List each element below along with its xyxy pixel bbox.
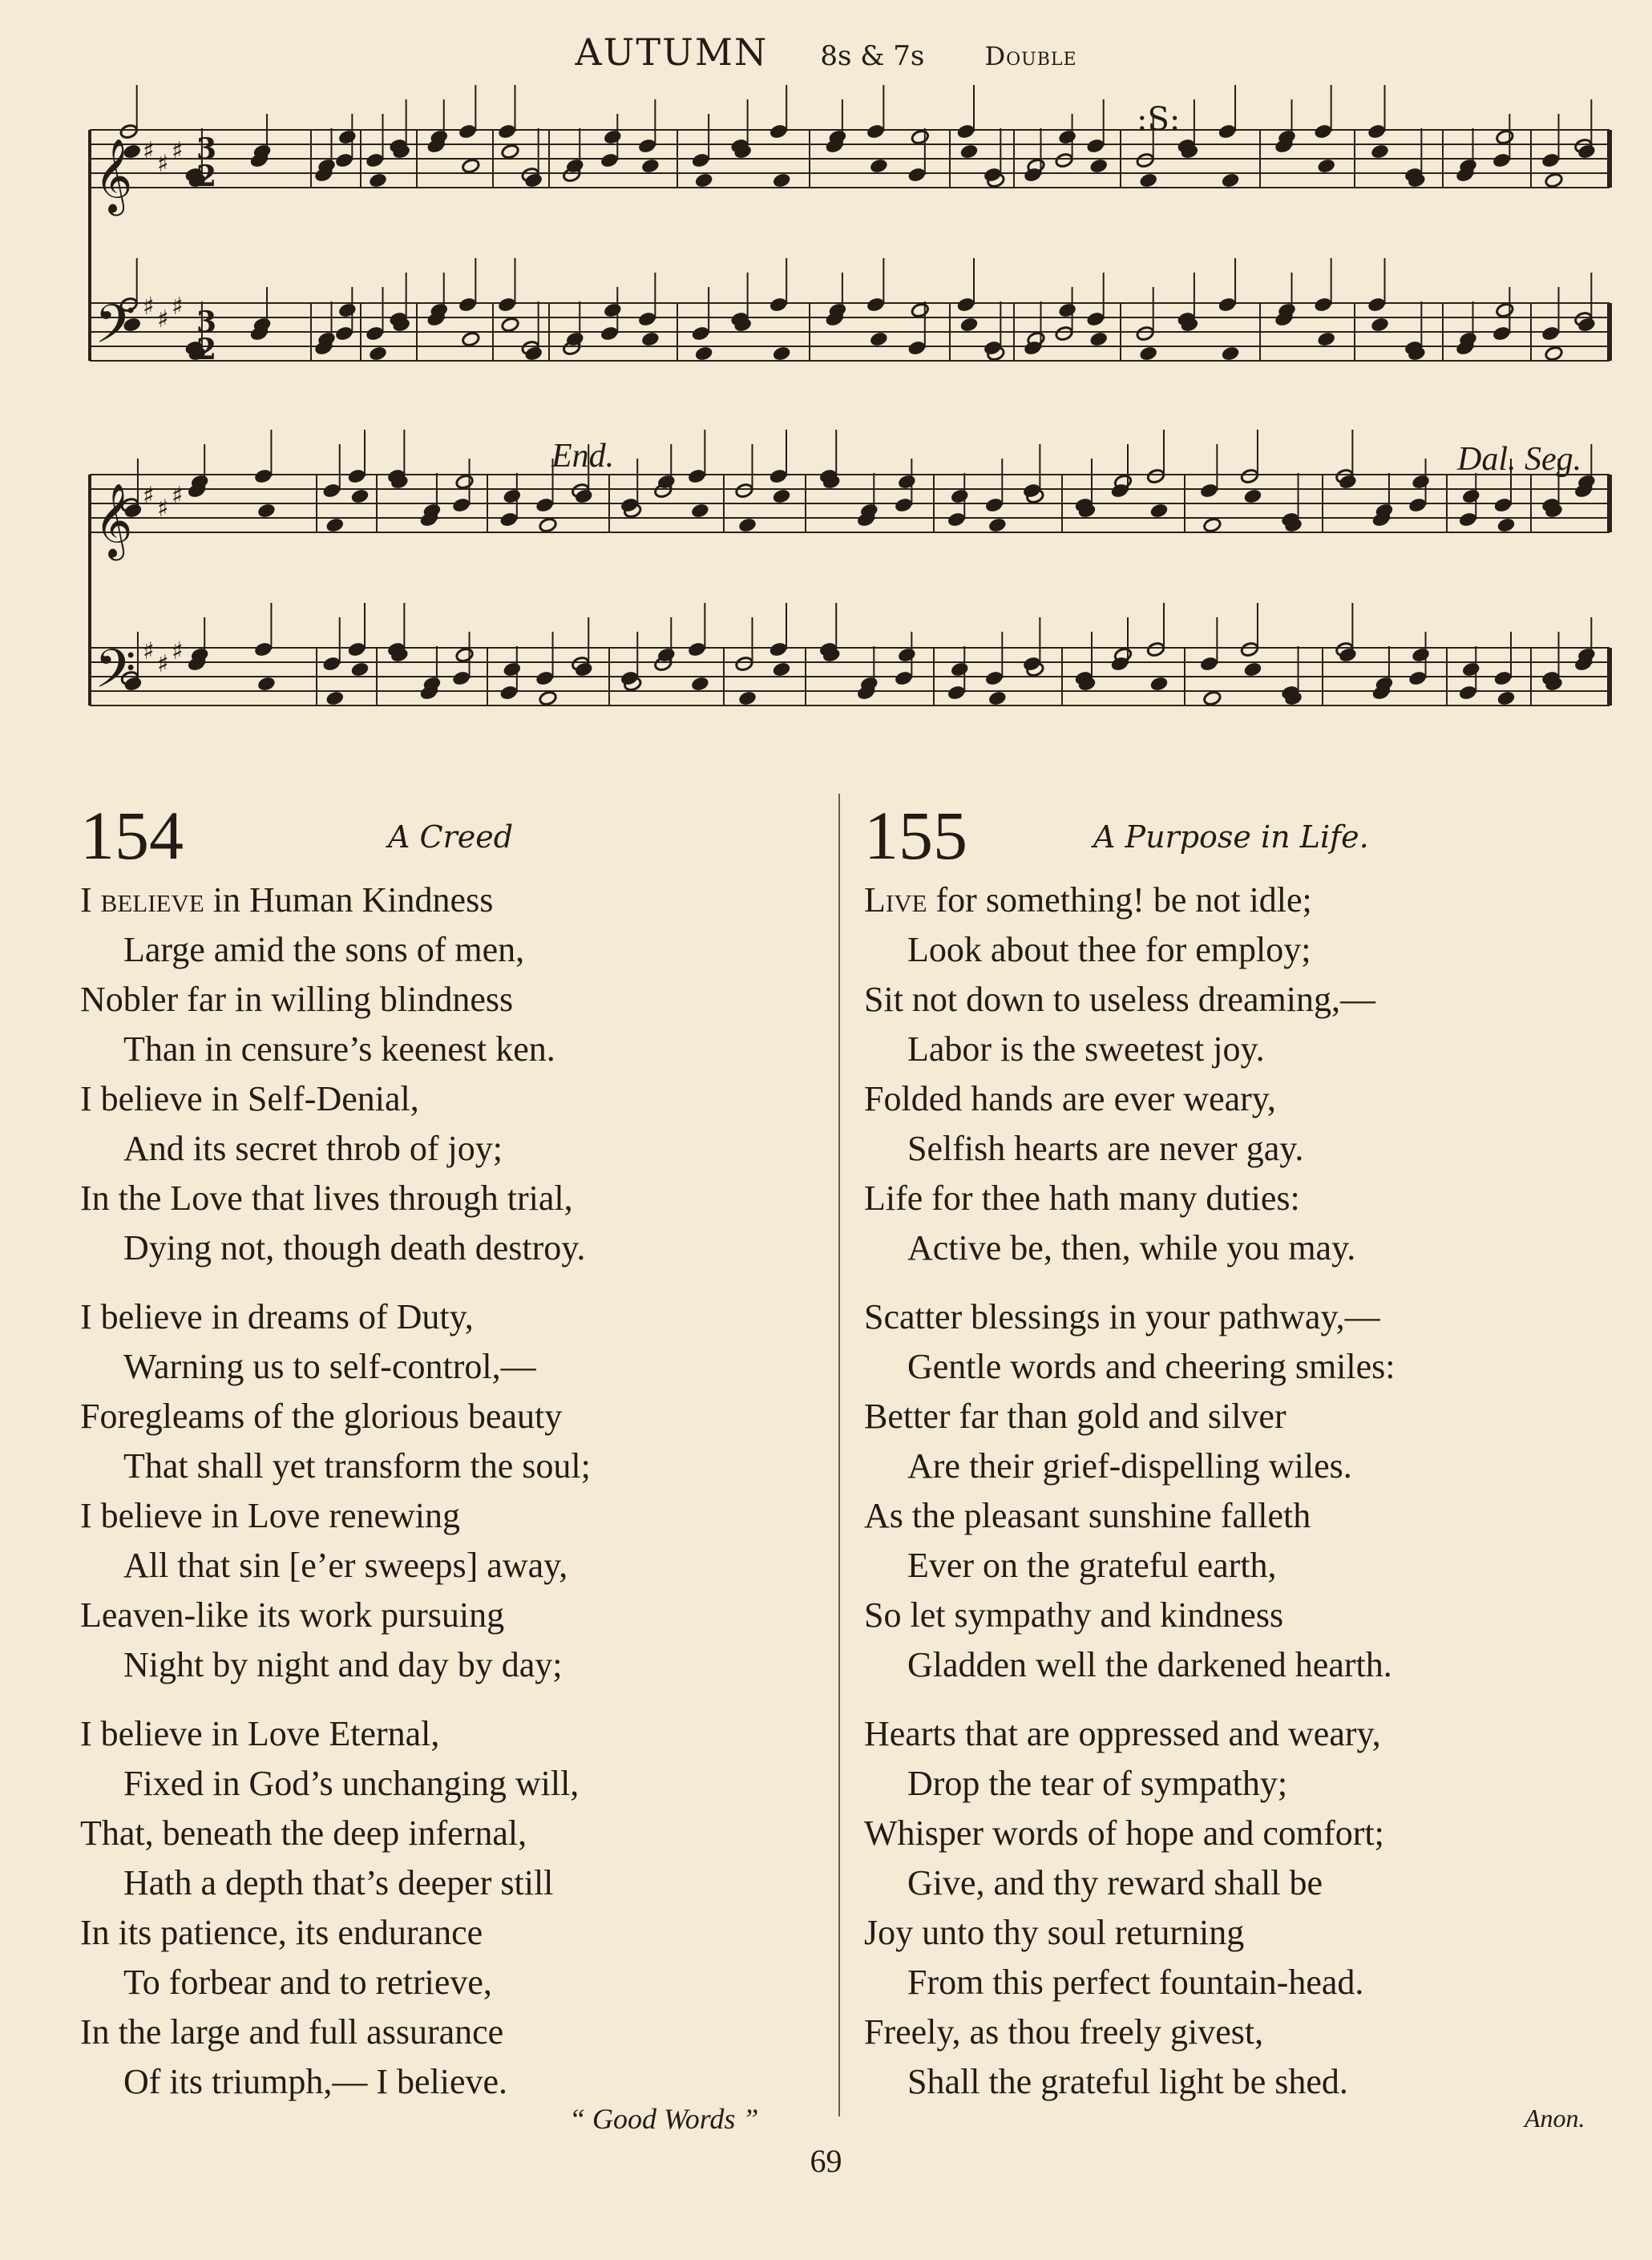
verse-line: Life for thee hath many duties: [864, 1179, 1300, 1218]
notehead [956, 123, 975, 139]
segno-mark: :S: [1137, 101, 1181, 138]
notehead [1492, 325, 1512, 342]
notehead [1149, 676, 1169, 692]
notehead [1339, 647, 1358, 663]
notehead [366, 325, 385, 342]
verse-line: Night by night and day by day; [123, 1645, 563, 1684]
notehead [369, 346, 388, 362]
verse-line: Than in censure’s keenest ken. [123, 1029, 555, 1069]
sharp-icon: ♯ [172, 137, 184, 165]
verse-line: And its secret throb of joy; [123, 1129, 503, 1168]
column-divider [838, 794, 840, 2116]
notehead [1461, 488, 1480, 504]
verse-line: That, beneath the deep infernal, [80, 1813, 527, 1853]
notehead [574, 488, 593, 504]
notehead [657, 647, 677, 663]
tune-name: AUTUMN [575, 30, 769, 74]
hymn-title: A Purpose in Life. [1093, 819, 1369, 855]
notehead [1541, 152, 1561, 168]
notehead [350, 661, 370, 677]
verse-line: Selfish hearts are never gay. [907, 1129, 1304, 1168]
verse-line: Gentle words and cheering smiles: [907, 1347, 1396, 1386]
notehead [524, 172, 543, 188]
notehead [254, 468, 273, 484]
dal-segno-label: Dal. Seg. [1457, 441, 1582, 478]
notehead [1317, 331, 1336, 347]
notehead [1545, 172, 1564, 188]
notehead [1136, 152, 1155, 168]
notehead [870, 331, 889, 347]
notehead [694, 172, 713, 188]
verse-line: So let sympathy and kindness [864, 1595, 1284, 1635]
notehead [1027, 158, 1046, 174]
verse-line: Of its triumph,— I believe. [123, 2062, 508, 2101]
notehead [1493, 670, 1513, 686]
notehead [985, 670, 1004, 686]
verse-line: Freely, as thou freely givest, [864, 2012, 1264, 2052]
verse-line: All that sin [e’er sweeps] away, [123, 1546, 568, 1585]
notehead [638, 311, 657, 327]
stanza [80, 875, 826, 1273]
verse-line: Leaven-like its work pursuing [80, 1595, 505, 1635]
notehead [1089, 331, 1109, 347]
notehead [1218, 123, 1237, 139]
notehead [1371, 144, 1390, 160]
notehead [458, 123, 478, 139]
notehead [985, 497, 1004, 513]
notehead [772, 661, 791, 677]
verse-line: Sit not down to useless dreaming,— [864, 980, 1375, 1019]
notehead [1493, 497, 1513, 513]
time-signature: 2 [196, 333, 217, 366]
notehead [1577, 144, 1597, 160]
stanza [864, 1292, 1618, 1690]
notehead [325, 690, 345, 706]
verse-line: I believe in dreams of Duty, [80, 1297, 474, 1336]
hymn-title: A Creed [388, 819, 514, 855]
notehead [600, 152, 620, 168]
notehead [895, 670, 914, 686]
verse-line: Large amid the sons of men, [123, 930, 525, 969]
notehead [911, 129, 930, 145]
notehead [735, 656, 754, 672]
notehead [657, 474, 677, 490]
treble-clef-icon: 𝄞 [95, 138, 133, 212]
stanza [80, 1709, 826, 2107]
notehead [501, 144, 520, 160]
notehead [1461, 661, 1480, 677]
notehead [870, 158, 889, 174]
notehead [947, 511, 966, 528]
notehead [501, 317, 520, 333]
notehead [1058, 129, 1077, 145]
notehead [322, 656, 341, 672]
notehead [254, 641, 273, 657]
verse-line: Scatter blessings in your pathway,— [864, 1297, 1380, 1336]
notehead [1200, 656, 1219, 672]
notehead [1408, 670, 1428, 686]
notehead [866, 297, 886, 313]
verse-line: Fixed in God’s unchanging will, [123, 1764, 580, 1803]
verse-line: Look about thee for employ; [907, 930, 1311, 969]
notehead [641, 331, 660, 347]
notehead [1113, 474, 1133, 490]
notehead [1545, 346, 1564, 362]
verse-line: Labor is the sweetest joy. [907, 1029, 1265, 1069]
notehead [1221, 172, 1240, 188]
notehead [1058, 302, 1077, 318]
first-word: I believe [80, 880, 204, 920]
stanza [864, 875, 1618, 1273]
notehead [898, 474, 917, 490]
notehead [1496, 302, 1515, 318]
notehead [694, 346, 713, 362]
notehead [1055, 152, 1074, 168]
end-label: End. [551, 438, 615, 475]
sharp-icon: ♯ [172, 482, 184, 510]
verse-line: Give, and thy reward shall be [907, 1863, 1323, 1902]
notehead [1024, 167, 1043, 183]
notehead [769, 123, 788, 139]
notehead [1496, 129, 1515, 145]
time-signature: 2 [196, 160, 217, 193]
verse-line: Dying not, though death destroy. [123, 1228, 586, 1267]
bass-clef-icon: 𝄢 [95, 293, 136, 368]
notehead [1367, 297, 1387, 313]
notehead [257, 676, 277, 692]
notehead [738, 690, 757, 706]
notehead [1458, 685, 1477, 701]
notehead [1200, 483, 1219, 499]
notehead [1240, 468, 1259, 484]
verse-line: Foregleams of the glorious beauty [80, 1397, 563, 1436]
notehead [366, 152, 385, 168]
notehead [1055, 325, 1074, 342]
verse-line: Better far than gold and silver [864, 1397, 1286, 1436]
notehead [539, 690, 558, 706]
verse-line: From this perfect fountain-head. [907, 1963, 1364, 2002]
notehead [458, 297, 478, 313]
notehead [769, 468, 788, 484]
notehead [499, 685, 519, 701]
notehead [1492, 152, 1512, 168]
notehead [1086, 311, 1105, 327]
notehead [1110, 656, 1129, 672]
notehead [462, 158, 481, 174]
notehead [257, 503, 277, 519]
verse-line: I believe in Human Kindness [80, 880, 494, 920]
notehead [735, 483, 754, 499]
notehead [347, 641, 366, 657]
notehead [503, 488, 522, 504]
notehead [1146, 641, 1165, 657]
notehead [452, 670, 471, 686]
time-signature: 3 [196, 132, 217, 166]
notehead [1139, 346, 1158, 362]
notehead [574, 661, 593, 677]
verse-line: Are their grief-dispelling wiles. [907, 1446, 1352, 1486]
notehead [1541, 325, 1561, 342]
notehead [1243, 661, 1262, 677]
notehead [119, 123, 139, 139]
notehead [691, 503, 710, 519]
notehead [498, 123, 517, 139]
first-word: Live [864, 880, 927, 920]
notehead [959, 144, 979, 160]
verse-line: Joy unto thy soul returning [864, 1913, 1245, 1952]
notehead [769, 297, 788, 313]
sharp-icon: ♯ [157, 650, 169, 678]
verse-line: Whisper words of hope and comfort; [864, 1813, 1384, 1853]
verse-line: Folded hands are ever weary, [864, 1079, 1276, 1118]
notehead [1314, 123, 1333, 139]
notehead [524, 346, 543, 362]
notehead [1027, 331, 1046, 347]
notehead [1113, 647, 1133, 663]
page-number: 69 [810, 2143, 842, 2179]
notehead [1146, 468, 1165, 484]
notehead [988, 517, 1008, 533]
bass-clef-icon: 𝄢 [95, 638, 136, 713]
hymn-154 [80, 795, 826, 2107]
notehead [1203, 517, 1222, 533]
notehead [1136, 325, 1155, 342]
notehead [1367, 123, 1387, 139]
notehead [452, 497, 471, 513]
notehead [911, 302, 930, 318]
notehead [907, 167, 927, 183]
notehead [565, 331, 584, 347]
notehead [956, 297, 975, 313]
sharp-icon: ♯ [143, 637, 155, 665]
notehead [1408, 497, 1428, 513]
verse-line: I believe in Love Eternal, [80, 1714, 440, 1753]
notehead [1317, 158, 1336, 174]
verse-line: In the large and full assurance [80, 2012, 504, 2052]
notehead [950, 488, 969, 504]
music-score [0, 0, 1652, 786]
notehead [462, 331, 481, 347]
sharp-icon: ♯ [143, 293, 155, 321]
hymn-155-source: Anon. [1525, 2104, 1585, 2133]
notehead [959, 317, 979, 333]
notehead [947, 685, 966, 701]
notehead [907, 340, 927, 356]
verse-line: As the pleasant sunshine falleth [864, 1496, 1311, 1535]
verse-line: To forbear and to retrieve, [123, 1963, 492, 2002]
notehead [604, 129, 623, 145]
notehead [338, 129, 357, 145]
notehead [638, 138, 657, 154]
stanza [80, 1292, 826, 1690]
hymn-155 [864, 795, 1618, 2107]
verse-line: Ever on the grateful earth, [907, 1546, 1277, 1585]
notehead [1086, 138, 1105, 154]
notehead [325, 517, 345, 533]
notehead [539, 517, 558, 533]
sharp-icon: ♯ [172, 637, 184, 665]
notehead [772, 488, 791, 504]
notehead [1149, 503, 1169, 519]
notehead [1221, 346, 1240, 362]
notehead [641, 158, 660, 174]
notehead [350, 488, 370, 504]
notehead [988, 690, 1008, 706]
sharp-icon: ♯ [157, 495, 169, 523]
notehead [691, 152, 710, 168]
notehead [1496, 690, 1516, 706]
notehead [1458, 511, 1477, 528]
verse-line: In its patience, its endurance [80, 1913, 483, 1952]
notehead [772, 346, 791, 362]
notehead [688, 641, 707, 657]
verse-line: Shall the grateful light be shed. [907, 2062, 1348, 2101]
notehead [1412, 647, 1431, 663]
notehead [1203, 690, 1222, 706]
sharp-icon: ♯ [143, 137, 155, 165]
notehead [455, 647, 475, 663]
notehead [503, 661, 522, 677]
notehead [535, 497, 555, 513]
notehead [738, 517, 757, 533]
verse-line: Gladden well the darkened hearth. [907, 1645, 1392, 1684]
notehead [1089, 158, 1109, 174]
notehead [1110, 483, 1129, 499]
sharp-icon: ♯ [172, 293, 184, 321]
verse-line: Active be, then, while you may. [907, 1228, 1356, 1267]
notehead [455, 474, 475, 490]
notehead [691, 676, 710, 692]
notehead [604, 302, 623, 318]
notehead [1339, 474, 1358, 490]
hymn-number: 155 [864, 797, 967, 874]
notehead [600, 325, 620, 342]
notehead [1240, 641, 1259, 657]
verse-line: Live for something! be not idle; [864, 880, 1312, 920]
notehead [1314, 297, 1333, 313]
notehead [895, 497, 914, 513]
notehead [769, 641, 788, 657]
treble-clef-icon: 𝄞 [95, 483, 133, 557]
tune-form: Double [984, 41, 1077, 71]
sharp-icon: ♯ [157, 305, 169, 334]
notehead [322, 483, 341, 499]
notehead [335, 152, 354, 168]
notehead [1371, 317, 1390, 333]
sharp-icon: ♯ [157, 150, 169, 178]
notehead [1243, 488, 1262, 504]
verse-line: I believe in Self-Denial, [80, 1079, 419, 1118]
notehead [950, 661, 969, 677]
verse-line: In the Love that lives through trial, [80, 1179, 573, 1218]
notehead [1024, 340, 1043, 356]
notehead [347, 468, 366, 484]
notehead [1412, 474, 1431, 490]
notehead [1218, 297, 1237, 313]
sharp-icon: ♯ [143, 482, 155, 510]
verse-line: That shall yet transform the soul; [123, 1446, 591, 1486]
hymn-stanzas [864, 875, 1618, 2107]
notehead [369, 172, 388, 188]
notehead [335, 325, 354, 342]
time-signature: 3 [196, 305, 217, 339]
verse-line: Hath a depth that’s deeper still [123, 1863, 554, 1902]
hymn-154-source: “ Good Words ” [569, 2103, 759, 2135]
notehead [772, 172, 791, 188]
verse-line: Nobler far in willing blindness [80, 980, 514, 1019]
verse-line: I believe in Love renewing [80, 1496, 461, 1535]
stanza [864, 1709, 1618, 2107]
notehead [499, 511, 519, 528]
hymn-stanzas [80, 875, 826, 2107]
notehead [691, 325, 710, 342]
notehead [866, 123, 886, 139]
notehead [1139, 172, 1158, 188]
verse-line: Hearts that are oppressed and weary, [864, 1714, 1381, 1753]
notehead [1496, 517, 1516, 533]
notehead [535, 670, 555, 686]
tune-meter: 8s & 7s [820, 40, 925, 72]
notehead [498, 297, 517, 313]
hymn-number: 154 [80, 797, 184, 874]
verse-line: Warning us to self-control,— [123, 1347, 536, 1386]
notehead [688, 468, 707, 484]
notehead [338, 302, 357, 318]
notehead [565, 158, 584, 174]
notehead [898, 647, 917, 663]
verse-line: Drop the tear of sympathy; [907, 1764, 1288, 1803]
notehead [1577, 317, 1597, 333]
